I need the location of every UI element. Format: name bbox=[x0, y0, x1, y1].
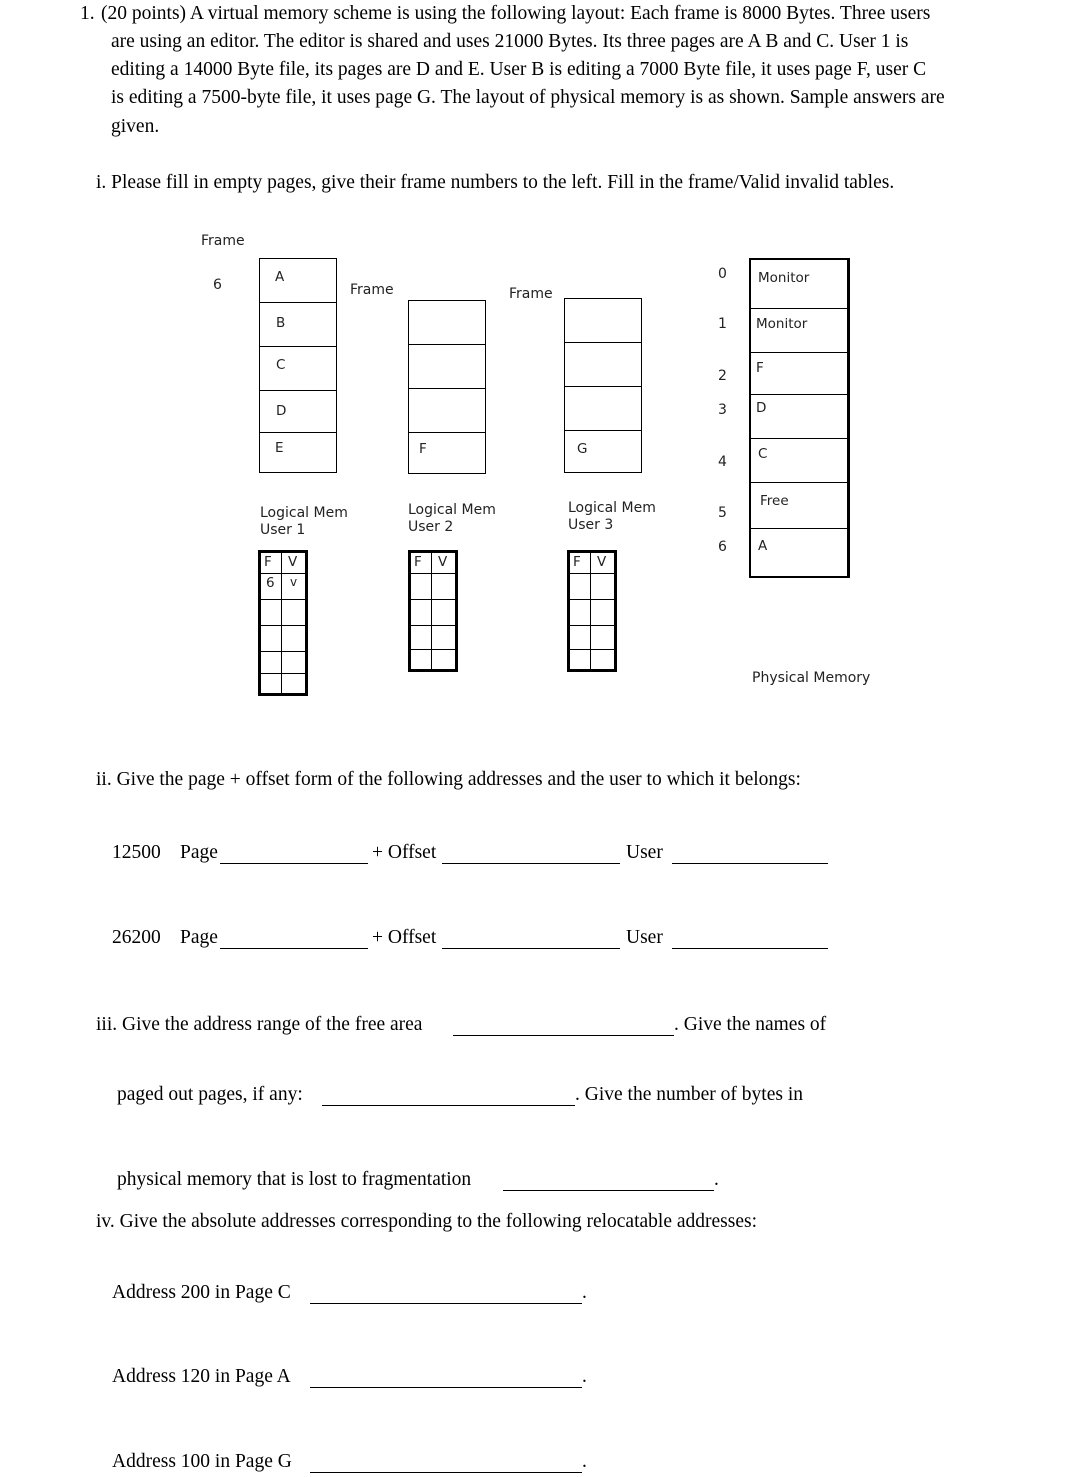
page-label: E bbox=[275, 440, 284, 456]
phys-frame-6: 6 bbox=[718, 539, 727, 555]
page-label: A bbox=[275, 269, 285, 285]
user1-page-d bbox=[259, 390, 337, 434]
user2-page-1 bbox=[408, 300, 486, 346]
page-label: B bbox=[276, 315, 286, 331]
address-value: 12500 bbox=[112, 842, 161, 863]
phys-frame-3: 3 bbox=[718, 402, 727, 418]
phys-content-0: Monitor bbox=[758, 270, 810, 286]
part-ii-prompt: ii. Give the page + offset form of the following addresses and the user to which it belongs: bbox=[96, 769, 801, 790]
period: . bbox=[582, 1282, 587, 1303]
user2-page-2 bbox=[408, 344, 486, 390]
intro-line-4: is editing a 7500-byte file, it uses page G. The layout of physical memory is as shown. Sample answers are bbox=[111, 87, 945, 108]
user3-page-3 bbox=[564, 386, 642, 432]
physical-memory bbox=[749, 258, 850, 578]
user-answer-blank[interactable] bbox=[672, 863, 828, 864]
period: . bbox=[714, 1169, 719, 1190]
question-number: 1. bbox=[80, 3, 95, 24]
paged-out-pages-blank[interactable] bbox=[322, 1105, 575, 1106]
user2-frame-header: Frame bbox=[350, 282, 394, 298]
offset-label: + Offset bbox=[372, 842, 437, 863]
phys-frame-2: 2 bbox=[718, 368, 727, 384]
user1-label-line1: Logical Mem bbox=[260, 505, 348, 521]
phys-frame-4: 4 bbox=[718, 454, 727, 470]
user1-label-line2: User 1 bbox=[260, 522, 306, 538]
phys-frame-0: 0 bbox=[718, 266, 727, 282]
user3-page-g bbox=[564, 430, 642, 473]
table-header-f: F bbox=[264, 554, 272, 570]
phys-content-6: A bbox=[758, 538, 768, 554]
page-answer-blank[interactable] bbox=[220, 863, 368, 864]
user1-page-a bbox=[259, 258, 337, 304]
user1-frame-value: 6 bbox=[213, 277, 222, 293]
page-label: C bbox=[276, 357, 286, 373]
table-cell-frame: 6 bbox=[266, 575, 275, 591]
phys-content-3: D bbox=[756, 400, 767, 416]
intro-line-2: are using an editor. The editor is shared and uses 21000 Bytes. Its three pages are A B and C. User 1 is bbox=[111, 31, 909, 52]
page-label: Page bbox=[180, 842, 218, 863]
phys-content-4: C bbox=[758, 446, 768, 462]
period: . bbox=[582, 1451, 587, 1472]
absolute-address-3-blank[interactable] bbox=[310, 1472, 582, 1473]
relocatable-address-2: Address 120 in Page A bbox=[112, 1366, 291, 1387]
intro-line-1: (20 points) A virtual memory scheme is using the following layout: Each frame is 8000 Bytes. Three users bbox=[101, 3, 931, 24]
part-iii-line3-prefix: physical memory that is lost to fragmentation bbox=[117, 1169, 472, 1190]
relocatable-address-1: Address 200 in Page C bbox=[112, 1282, 291, 1303]
relocatable-address-3: Address 100 in Page G bbox=[112, 1451, 292, 1472]
part-iii-line1-suffix: . Give the names of bbox=[674, 1014, 827, 1035]
absolute-address-2-blank[interactable] bbox=[310, 1387, 582, 1388]
absolute-address-1-blank[interactable] bbox=[310, 1303, 582, 1304]
phys-frame-1: 1 bbox=[718, 316, 727, 332]
table-cell-valid: v bbox=[290, 575, 298, 589]
intro-line-5: given. bbox=[111, 116, 160, 137]
table-header-v: V bbox=[438, 554, 448, 570]
user3-label-line1: Logical Mem bbox=[568, 500, 656, 516]
table-header-v: V bbox=[597, 554, 607, 570]
user3-frame-header: Frame bbox=[509, 286, 553, 302]
user2-page-3 bbox=[408, 388, 486, 434]
phys-content-1: Monitor bbox=[756, 316, 808, 332]
part-iii-line2-suffix: . Give the number of bytes in bbox=[575, 1084, 803, 1105]
part-iv-prompt: iv. Give the absolute addresses corresponding to the following relocatable addresses: bbox=[96, 1211, 758, 1232]
part-i-prompt: i. Please fill in empty pages, give their frame numbers to the left. Fill in the frame/Valid invalid tables. bbox=[96, 172, 895, 193]
part-iii-line1-prefix: iii. Give the address range of the free area bbox=[96, 1014, 423, 1035]
user1-page-c bbox=[259, 346, 337, 392]
user3-page-2 bbox=[564, 342, 642, 388]
period: . bbox=[582, 1366, 587, 1387]
user1-page-b bbox=[259, 302, 337, 348]
page-label: Page bbox=[180, 927, 218, 948]
table-header-f: F bbox=[573, 554, 581, 570]
page-answer-blank[interactable] bbox=[220, 948, 368, 949]
user-answer-blank[interactable] bbox=[672, 948, 828, 949]
page-label: D bbox=[276, 403, 287, 419]
user-label: User bbox=[626, 842, 663, 863]
user1-page-table bbox=[258, 550, 308, 696]
phys-content-2: F bbox=[756, 360, 764, 376]
user3-page-table bbox=[567, 550, 617, 672]
user3-label-line2: User 3 bbox=[568, 517, 614, 533]
user-label: User bbox=[626, 927, 663, 948]
user2-page-f bbox=[408, 432, 486, 474]
user1-page-e bbox=[259, 432, 337, 473]
address-value: 26200 bbox=[112, 927, 161, 948]
page-label: F bbox=[419, 441, 427, 457]
user2-label-line1: Logical Mem bbox=[408, 502, 496, 518]
table-header-f: F bbox=[414, 554, 422, 570]
offset-answer-blank[interactable] bbox=[442, 948, 620, 949]
phys-content-5: Free bbox=[760, 493, 789, 509]
part-iii-line2-prefix: paged out pages, if any: bbox=[117, 1084, 303, 1105]
fragmentation-bytes-blank[interactable] bbox=[503, 1190, 714, 1191]
user2-label-line2: User 2 bbox=[408, 519, 454, 535]
offset-answer-blank[interactable] bbox=[442, 863, 620, 864]
table-header-v: V bbox=[288, 554, 298, 570]
user3-page-1 bbox=[564, 298, 642, 344]
intro-line-3: editing a 14000 Byte file, its pages are D and E. User B is editing a 7000 Byte file, it uses page F, user C bbox=[111, 59, 927, 80]
offset-label: + Offset bbox=[372, 927, 437, 948]
page-label: G bbox=[577, 441, 588, 457]
physical-memory-label: Physical Memory bbox=[752, 670, 871, 686]
user2-page-table bbox=[408, 550, 458, 672]
user1-frame-header: Frame bbox=[201, 233, 245, 249]
phys-frame-5: 5 bbox=[718, 505, 727, 521]
free-area-range-blank[interactable] bbox=[453, 1035, 674, 1036]
